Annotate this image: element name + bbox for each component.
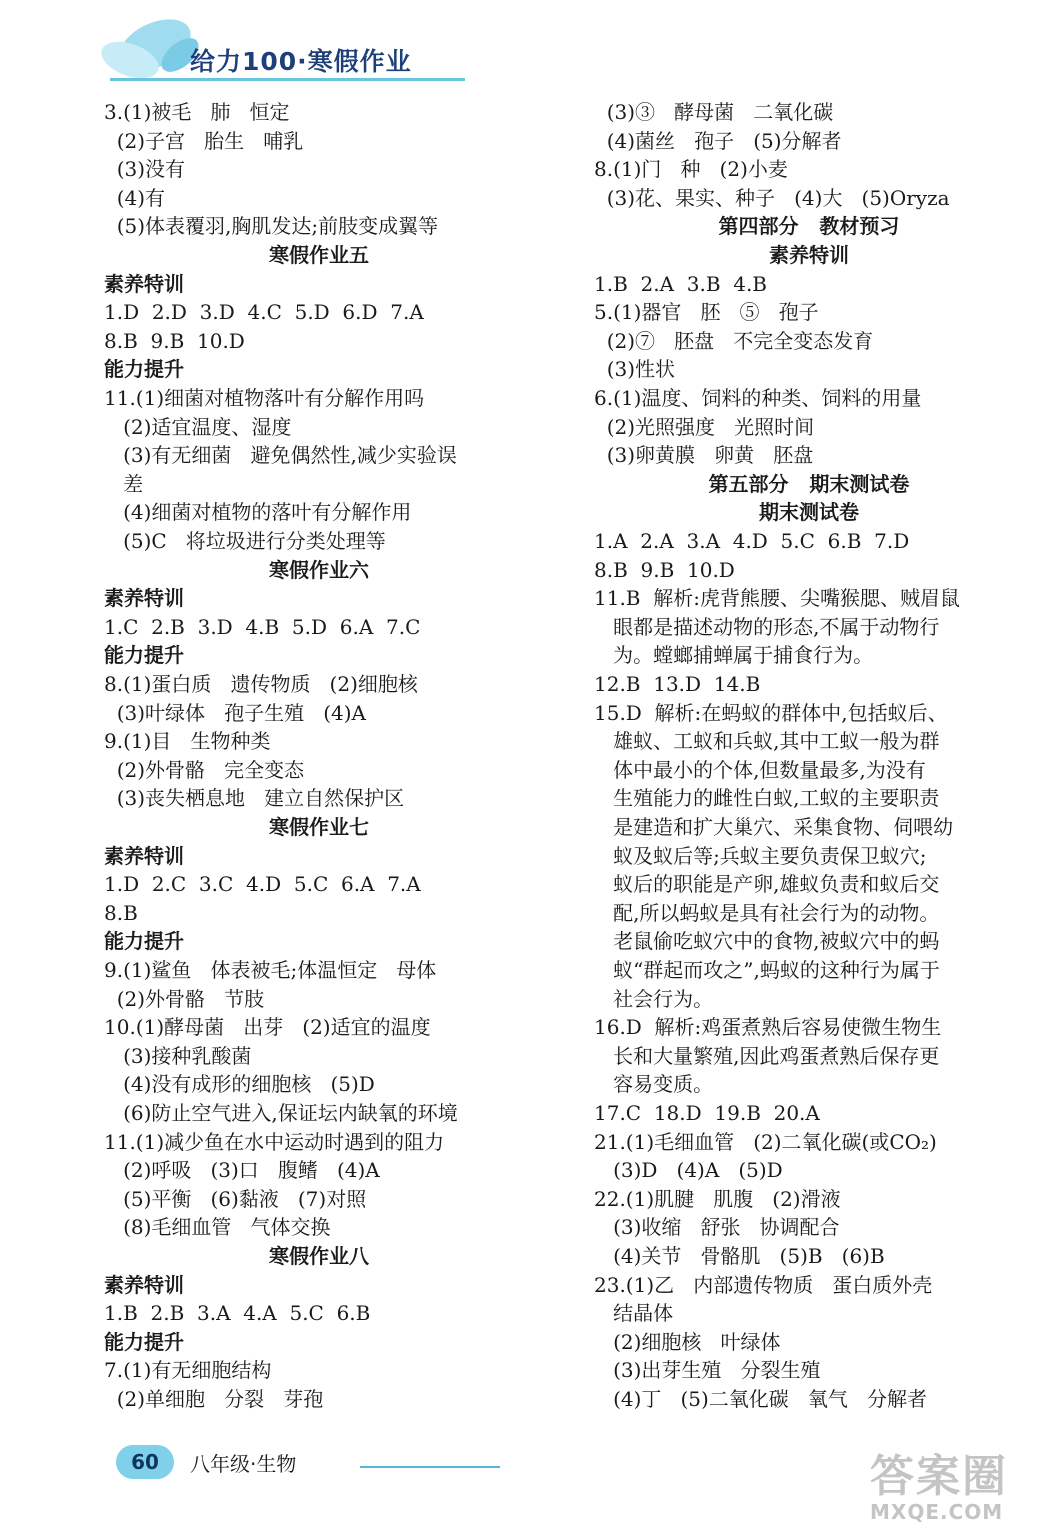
answer-line: 17.C 18.D 19.B 20.A bbox=[594, 1101, 820, 1125]
page-footer bbox=[0, 1440, 600, 1530]
answer-line: 蚁后的职能是产卵,雄蚁负责和蚁后交 bbox=[594, 872, 940, 897]
subsection-heading: 素养特训 bbox=[104, 271, 184, 296]
answer-line: 7.(1)有无细胞结构 bbox=[104, 1358, 272, 1383]
answer-line: 1.D 2.C 3.C 4.D 5.C 6.A 7.A bbox=[104, 872, 421, 897]
answer-line: 生殖能力的雌性白蚁,工蚁的主要职责 bbox=[594, 786, 940, 811]
answer-line: (3)丧失栖息地 建立自然保护区 bbox=[104, 786, 405, 811]
answer-line: (3)叶绿体 孢子生殖 (4)A bbox=[104, 700, 366, 725]
answer-line: 22.(1)肌腱 肌腹 (2)滑液 bbox=[594, 1186, 841, 1211]
answer-line: 社会行为。 bbox=[594, 986, 714, 1011]
answer-line: (2)适宜温度、湿度 bbox=[104, 414, 292, 439]
answer-line: (2)细胞核 叶绿体 bbox=[594, 1329, 781, 1354]
answer-line: 8.(1)蛋白质 遗传物质 (2)细胞核 bbox=[104, 672, 418, 696]
answer-line: 16.D 解析:鸡蛋煮熟后容易使微生物生 bbox=[594, 1015, 942, 1040]
answer-line: (8)毛细血管 气体交换 bbox=[104, 1215, 331, 1240]
watermark-logo bbox=[870, 1440, 1040, 1530]
answer-line: 是建造和扩大巢穴、采集食物、伺喂幼 bbox=[594, 815, 954, 839]
page-number: 60 bbox=[116, 1445, 174, 1479]
answer-line: 6.(1)温度、饲料的种类、饲料的用量 bbox=[594, 386, 922, 410]
answer-line: (3)出芽生殖 分裂生殖 bbox=[594, 1358, 821, 1383]
answer-line: (3)没有 bbox=[104, 157, 186, 182]
answer-line: 配,所以蚂蚁是具有社会行为的动物。 bbox=[594, 900, 940, 925]
answer-line: 长和大量繁殖,因此鸡蛋煮熟后保存更 bbox=[594, 1043, 940, 1068]
answer-line: (5)C 将垃圾进行分类处理等 bbox=[104, 529, 386, 553]
answer-line: (2)单细胞 分裂 芽孢 bbox=[104, 1387, 324, 1411]
answer-line: (3)D (4)A (5)D bbox=[594, 1158, 783, 1183]
answer-line: 9.(1)目 生物种类 bbox=[104, 729, 271, 754]
answer-line: 为。螳螂捕蝉属于捕食行为。 bbox=[594, 643, 874, 668]
watermark-text: 答案圈 bbox=[870, 1451, 1008, 1502]
answer-line: 老鼠偷吃蚁穴中的食物,被蚁穴中的蚂 bbox=[594, 929, 940, 954]
answer-line: (2)⑦ 胚盘 不完全变态发育 bbox=[594, 328, 874, 353]
answer-line: 8.(1)门 种 (2)小麦 bbox=[594, 157, 788, 182]
subsection-heading: 素养特训 bbox=[104, 1272, 184, 1297]
footer-divider bbox=[360, 1466, 500, 1468]
section-title: 寒假作业七 bbox=[269, 815, 369, 839]
answer-line: 5.(1)器官 胚 ⑤ 孢子 bbox=[594, 300, 819, 325]
header-title: 给力100·寒假作业 bbox=[190, 47, 412, 76]
answer-line: 蚁及蚁后等;兵蚁主要负责保卫蚁穴; bbox=[594, 843, 927, 868]
header-divider bbox=[110, 78, 465, 81]
answer-line: (2)外骨骼 完全变态 bbox=[104, 757, 305, 782]
answer-line: (2)光照强度 光照时间 bbox=[594, 414, 815, 439]
answer-line: 蚁“群起而攻之”,蚂蚁的这种行为属于 bbox=[594, 958, 940, 982]
answer-line: (4)关节 骨骼肌 (5)B (6)B bbox=[594, 1244, 885, 1268]
answer-line: 10.(1)酵母菌 出芽 (2)适宜的温度 bbox=[104, 1015, 431, 1040]
section-title: 寒假作业六 bbox=[269, 557, 369, 582]
section-title: 第四部分 教材预习 bbox=[718, 214, 900, 239]
answer-line: 1.D 2.D 3.D 4.C 5.D 6.D 7.A bbox=[104, 300, 424, 325]
section-title: 寒假作业八 bbox=[269, 1244, 369, 1268]
answer-line: (3)性状 bbox=[594, 357, 676, 382]
watermark-url: MXQE.COM bbox=[870, 1500, 1004, 1524]
answer-line: 1.A 2.A 3.A 4.D 5.C 6.B 7.D bbox=[594, 529, 910, 553]
answer-line: (4)细菌对植物的落叶有分解作用 bbox=[104, 500, 412, 525]
answer-line: 8.B 9.B 10.D bbox=[104, 328, 245, 353]
answer-line: 15.D 解析:在蚂蚁的群体中,包括蚁后、 bbox=[594, 700, 948, 725]
answer-line: 3.(1)被毛 肺 恒定 bbox=[104, 100, 290, 124]
answer-line: 12.B 13.D 14.B bbox=[594, 672, 761, 696]
subsection-heading: 能力提升 bbox=[104, 357, 184, 382]
subsection-heading: 能力提升 bbox=[104, 1329, 184, 1354]
answer-line: 21.(1)毛细血管 (2)二氧化碳(或CO₂) bbox=[594, 1129, 937, 1154]
answer-line: 1.C 2.B 3.D 4.B 5.D 6.A 7.C bbox=[104, 614, 421, 639]
answer-line: (4)有 bbox=[104, 185, 166, 210]
footer-subject-label: 八年级·生物 bbox=[190, 1452, 297, 1476]
answer-line: (5)平衡 (6)黏液 (7)对照 bbox=[104, 1186, 367, 1211]
answer-line: 1.B 2.B 3.A 4.A 5.C 6.B bbox=[104, 1301, 371, 1326]
answer-line: 眼都是描述动物的形态,不属于动物行 bbox=[594, 614, 940, 639]
answer-line: (4)菌丝 孢子 (5)分解者 bbox=[594, 128, 842, 153]
subsection-heading: 素养特训 bbox=[104, 586, 184, 611]
section-title: 期末测试卷 bbox=[759, 500, 859, 525]
answer-line: 体中最小的个体,但数量最多,为没有 bbox=[594, 757, 926, 782]
answer-line: 容易变质。 bbox=[594, 1072, 714, 1097]
answer-line: (2)外骨骼 节肢 bbox=[104, 986, 265, 1011]
answer-line: (3)卵黄膜 卵黄 胚盘 bbox=[594, 443, 814, 468]
answer-line: (3)接种乳酸菌 bbox=[104, 1043, 252, 1068]
answer-line: 9.(1)鲨鱼 体表被毛;体温恒定 母体 bbox=[104, 958, 437, 982]
answer-line: (2)子宫 胎生 哺乳 bbox=[104, 128, 304, 153]
answer-line: 23.(1)乙 内部遗传物质 蛋白质外壳 bbox=[594, 1272, 933, 1297]
subsection-heading: 素养特训 bbox=[104, 843, 184, 868]
subsection-heading: 能力提升 bbox=[104, 643, 184, 668]
answer-line: (4)没有成形的细胞核 (5)D bbox=[104, 1072, 375, 1097]
section-title: 寒假作业五 bbox=[269, 243, 369, 267]
answer-line: (3)③ 酵母菌 二氧化碳 bbox=[594, 100, 834, 124]
subsection-heading: 能力提升 bbox=[104, 929, 184, 954]
answer-line: 11.B 解析:虎背熊腰、尖嘴猴腮、贼眉鼠 bbox=[594, 586, 960, 611]
section-title: 第五部分 期末测试卷 bbox=[708, 471, 910, 496]
answer-line: 11.(1)细菌对植物落叶有分解作用吗 bbox=[104, 386, 425, 410]
answer-line: (3)有无细菌 避免偶然性,减少实验误 bbox=[104, 443, 457, 468]
answer-line: (3)花、果实、种子 (4)大 (5)Oryza bbox=[594, 185, 950, 210]
answer-line: 8.B 9.B 10.D bbox=[594, 557, 735, 582]
answer-line: 1.B 2.A 3.B 4.B bbox=[594, 271, 768, 296]
answer-line: 11.(1)减少鱼在水中运动时遇到的阻力 bbox=[104, 1129, 445, 1154]
answer-line: (4)丁 (5)二氧化碳 氧气 分解者 bbox=[594, 1387, 927, 1411]
answer-line: 8.B bbox=[104, 900, 138, 925]
section-title: 素养特训 bbox=[769, 243, 849, 267]
answer-line: 雄蚁、工蚁和兵蚁,其中工蚁一般为群 bbox=[594, 729, 940, 754]
answer-line: 结晶体 bbox=[594, 1301, 674, 1326]
answer-line: 差 bbox=[104, 471, 144, 496]
answer-line: (5)体表覆羽,胸肌发达;前肢变成翼等 bbox=[104, 214, 439, 239]
answer-line: (2)呼吸 (3)口 腹鳍 (4)A bbox=[104, 1158, 380, 1183]
answer-line: (6)防止空气进入,保证坛内缺氧的环境 bbox=[104, 1101, 458, 1125]
answer-line: (3)收缩 舒张 协调配合 bbox=[594, 1215, 840, 1240]
page-header bbox=[0, 0, 1055, 95]
